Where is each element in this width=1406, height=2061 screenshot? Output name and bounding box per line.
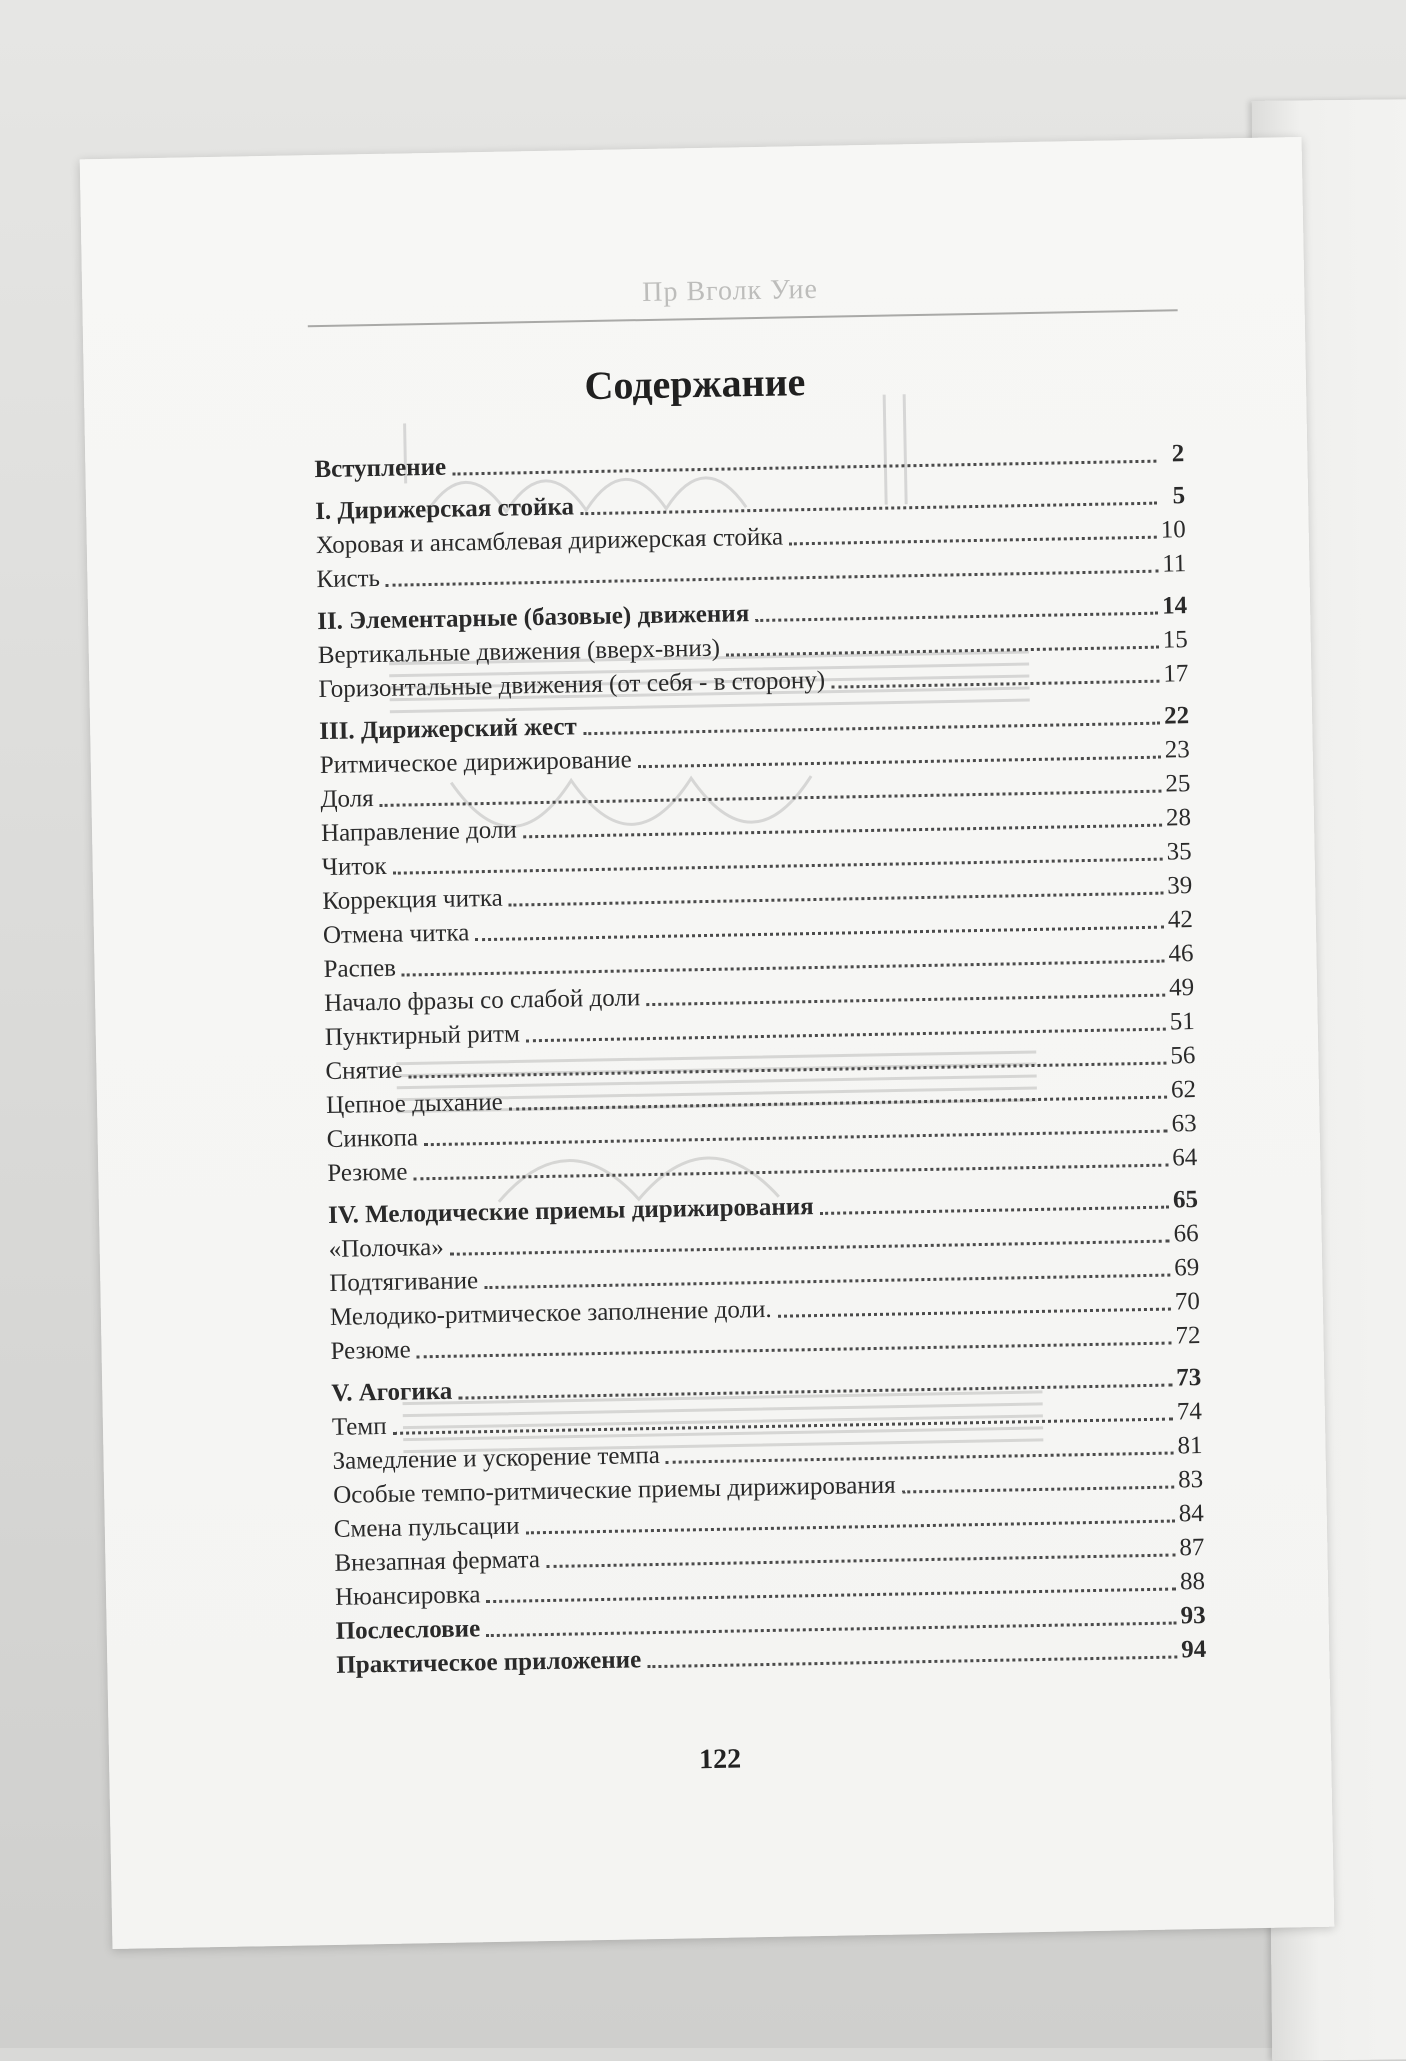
toc-entry-label: Распев [323, 954, 397, 984]
toc-entry-page: 39 [1166, 872, 1193, 900]
toc-entry-page: 2 [1171, 440, 1185, 468]
toc-entry-page: 70 [1174, 1288, 1201, 1316]
table-of-contents [314, 435, 1206, 1681]
toc-entry-page: 22 [1163, 702, 1190, 730]
toc-entry-page: 5 [1172, 482, 1186, 510]
toc-entry-label: Пунктирный ритм [324, 1020, 521, 1051]
toc-dot-leader [902, 1486, 1175, 1494]
toc-dot-leader [386, 570, 1158, 587]
toc-entry-label: I. Дирижерская стойка [314, 493, 575, 526]
page-title: Содержание [584, 359, 806, 409]
toc-entry-label: Горизонтальные движения (от себя - в сторону) [318, 666, 826, 704]
toc-entry-page: 51 [1169, 1008, 1195, 1036]
toc-entry-page: 42 [1167, 906, 1194, 934]
toc-entry-label: Доля [320, 785, 374, 814]
toc-entry-page: 74 [1176, 1397, 1203, 1426]
toc-entry-label: Снятие [325, 1056, 403, 1085]
toc-entry-label: Вступление [314, 453, 447, 484]
toc-entry-label: Внезапная фермата [334, 1546, 541, 1577]
toc-entry-label: Хоровая и ансамблевая дирижерская стойка [315, 523, 784, 560]
toc-entry-page: 63 [1171, 1110, 1197, 1138]
toc-dot-leader [414, 1164, 1169, 1181]
toc-entry-page: 49 [1168, 974, 1195, 1002]
toc-entry-page: 35 [1166, 838, 1192, 866]
toc-dot-leader [778, 1308, 1171, 1318]
header-rule [308, 309, 1178, 327]
toc-entry-label: «Полочка» [328, 1233, 444, 1263]
toc-entry-label: Темп [331, 1412, 387, 1441]
toc-entry-label: Смена пульсации [333, 1512, 520, 1543]
toc-dot-leader [452, 460, 1156, 476]
toc-entry-label: Начало фразы со слабой доли [323, 984, 641, 1018]
toc-entry-label: Отмена читка [322, 919, 470, 950]
toc-entry-label: Послесловие [335, 1615, 481, 1645]
toc-entry-page: 84 [1178, 1499, 1204, 1528]
toc-entry-label: Нюансировка [334, 1581, 481, 1611]
toc-entry-label: IV. Мелодические приемы дирижирования [327, 1193, 814, 1229]
toc-entry-label: II. Элементарные (базовые) движения [316, 600, 750, 636]
toc-entry-page: 87 [1179, 1533, 1205, 1562]
toc-entry-page: 25 [1165, 770, 1191, 798]
toc-entry-page: 14 [1161, 592, 1188, 620]
toc-entry-label: III. Дирижерский жест [318, 713, 577, 746]
toc-entry-page: 81 [1177, 1431, 1203, 1460]
toc-entry-label: Ритмическое дирижирование [319, 746, 632, 780]
toc-entry-page: 73 [1175, 1364, 1202, 1392]
toc-entry-page: 64 [1171, 1144, 1198, 1172]
toc-entry-label: Резюме [330, 1336, 411, 1365]
toc-entry-label: Цепное дыхание [325, 1088, 504, 1119]
toc-dot-leader [755, 612, 1158, 622]
running-header: Пр Вголк Уие [641, 273, 819, 309]
toc-entry-page: 88 [1179, 1567, 1206, 1596]
toc-entry-page: 17 [1163, 660, 1189, 688]
toc-dot-leader [820, 1206, 1169, 1215]
toc-entry-page: 62 [1170, 1076, 1197, 1104]
toc-entry-page: 66 [1173, 1220, 1199, 1248]
book-page [80, 137, 1335, 1949]
toc-entry-page: 83 [1177, 1465, 1204, 1494]
toc-entry-label: Направление доли [320, 816, 518, 848]
toc-entry-label: Резюме [327, 1158, 408, 1187]
toc-entry-label: Практическое приложение [336, 1646, 642, 1679]
page-number: 122 [698, 1743, 742, 1776]
toc-dot-leader [726, 646, 1159, 657]
toc-dot-leader [831, 680, 1159, 689]
toc-entry-page: 56 [1170, 1042, 1196, 1070]
toc-entry-page: 10 [1160, 516, 1186, 544]
toc-entry-page: 65 [1172, 1186, 1199, 1214]
toc-entry-page: 28 [1165, 804, 1192, 832]
toc-entry-page: 72 [1175, 1322, 1201, 1350]
toc-entry-label: Коррекция читка [322, 884, 503, 916]
toc-entry-label: Подтягивание [329, 1267, 479, 1297]
toc-entry-label: Читок [321, 852, 387, 882]
toc-entry-label: V. Агогика [331, 1377, 453, 1407]
toc-entry-label: Вертикальные движения (вверх-вниз) [317, 634, 721, 670]
toc-entry-label: Замедление и ускорение темпа [332, 1441, 661, 1475]
toc-entry-page: 94 [1180, 1635, 1207, 1664]
toc-dot-leader [647, 1655, 1177, 1668]
toc-entry-page: 11 [1161, 550, 1187, 578]
toc-entry-page: 15 [1162, 626, 1188, 654]
toc-dot-leader [789, 536, 1157, 546]
toc-entry-label: Мелодико-ритмическое заполнение доли. [329, 1295, 772, 1331]
toc-dot-leader [417, 1342, 1172, 1359]
toc-entry-page: 69 [1173, 1254, 1200, 1282]
toc-entry-label: Кисть [316, 564, 381, 594]
toc-entry-page: 23 [1164, 736, 1190, 764]
toc-entry-page: 46 [1168, 940, 1194, 968]
toc-entry-label: Синкопа [326, 1124, 419, 1153]
toc-entry-label: Особые темпо-ритмические приемы дирижирования [332, 1471, 896, 1509]
toc-entry-page: 93 [1180, 1601, 1206, 1630]
